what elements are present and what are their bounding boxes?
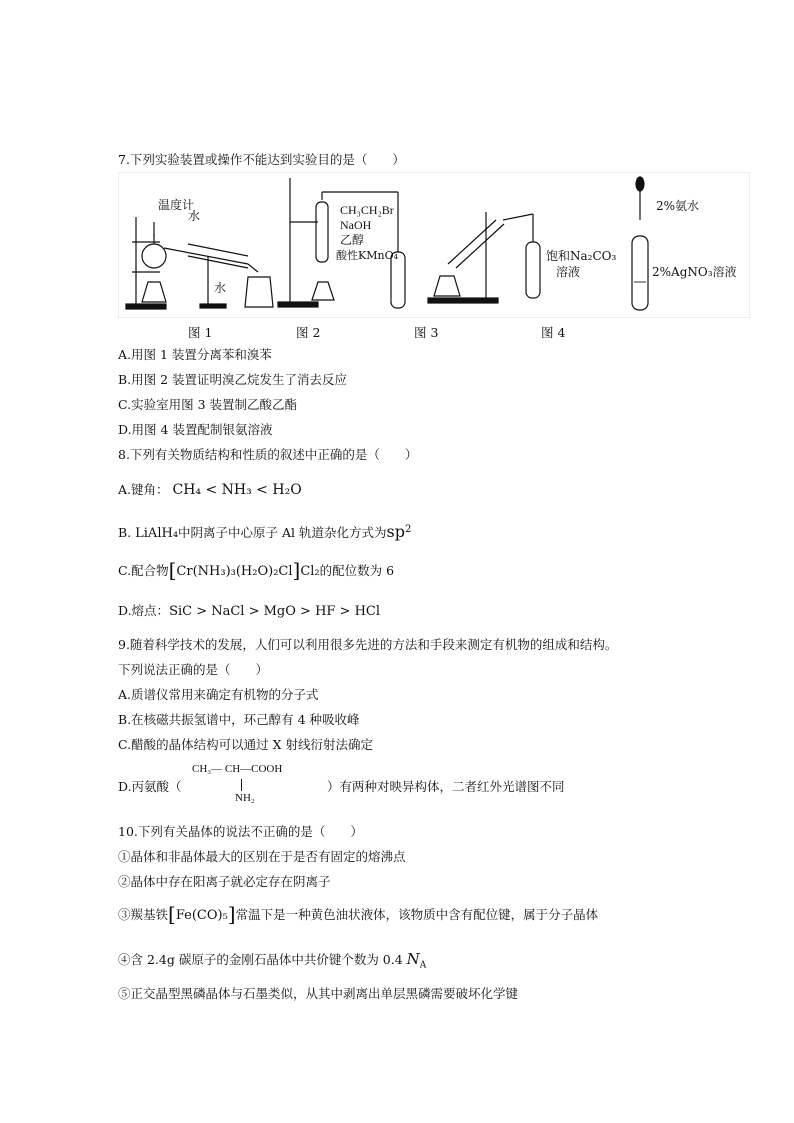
q8-title: 8.下列有关物质结构和性质的叙述中正确的是（ ） [118, 447, 418, 462]
q8-b-formula: LiAlH₄ [135, 526, 179, 542]
fig2-label-3: 乙醇 [340, 233, 365, 247]
q8-c-prefix: C.配合物 [118, 563, 169, 578]
q8-option-b [118, 522, 411, 542]
q8-option-c: C.配合物[Cr(NH₃)₃(H₂O)₂Cl]Cl₂的配位数为 6 [118, 558, 395, 582]
q8-option-a [118, 482, 302, 498]
q10-item-2: ②晶体中存在阳离子就必定存在阴离子 [118, 874, 331, 889]
q10-item4-sub: A [419, 960, 427, 971]
q8-b-prefix: B. [118, 525, 136, 541]
q9-option-d-suffix: ）有两种对映异构体，二者红外光谱图不同 [327, 779, 565, 794]
alanine-structure-bottom: NH₂ [235, 792, 255, 804]
q7-option-b: B.用图 2 装置证明溴乙烷发生了消去反应 [118, 372, 348, 387]
fig1-label-water-bottom: 水 [214, 281, 227, 295]
fig3-label-2: 溶液 [556, 265, 581, 279]
q7-option-a: A.用图 1 装置分离苯和溴苯 [118, 347, 272, 362]
q8-d-prefix: D.熔点： [118, 603, 170, 618]
q7-option-c: C.实验室用图 3 装置制乙酸乙酯 [118, 397, 297, 412]
fig-caption-4: 图 4 [541, 325, 566, 340]
q10-item-3: ③羰基铁[Fe(CO)₅]常温下是一种黄色油状液体，该物质中含有配位键，属于分子晶体 [118, 902, 599, 926]
q8-c-inner: Cr(NH₃)₃(H₂O)₂Cl [176, 564, 293, 579]
q8-b-mid: 中阴离子中心原子 Al 轨道杂化方式为 [178, 525, 387, 541]
q9-option-c: C.醋酸的晶体结构可以通过 X 射线衍射法确定 [118, 737, 373, 752]
q10-item3-suffix: 常温下是一种黄色油状液体，该物质中含有配位键，属于分子晶体 [235, 907, 599, 922]
q8-b-sp: sp [386, 522, 405, 542]
fig2-label-4: 酸性KMnO₄ [336, 249, 398, 262]
q10-title: 10.下列有关晶体的说法不正确的是（ ） [118, 824, 363, 839]
alanine-structure-bond [241, 779, 242, 791]
q8-c-after: Cl₂ [300, 564, 320, 579]
q10-item-5: ⑤正交晶型黑磷晶体与石墨类似，从其中剥离出单层黑磷需要破坏化学键 [118, 986, 519, 1001]
fig1-label-water-top: 水 [188, 209, 201, 223]
q8-a-formula: CH₄ < NH₃ < H₂O [172, 482, 302, 498]
q8-d-formula: SiC > NaCl > MgO > HF > HCl [169, 604, 381, 619]
fig2-label-2: NaOH [340, 218, 372, 232]
fig-caption-3: 图 3 [414, 325, 439, 340]
q10-item4-prefix: ④含 2.4g 碳原子的金刚石晶体中共价键个数为 0.4 [118, 952, 407, 967]
fig3-label-1: 饱和Na₂CO₃ [546, 249, 617, 263]
q9-option-d-prefix: D.丙氨酸（ [118, 779, 182, 794]
q8-c-suffix: 的配位数为 6 [319, 563, 395, 578]
fig4-label-bottom: 2%AgNO₃溶液 [652, 265, 737, 279]
q7-option-d: D.用图 4 装置配制银氨溶液 [118, 422, 273, 437]
q10-item-1: ①晶体和非晶体最大的区别在于是否有固定的熔沸点 [118, 849, 406, 864]
q10-item3-prefix: ③羰基铁 [118, 907, 169, 922]
q8-a-prefix: A.键角： [118, 482, 169, 497]
alanine-structure-top: CH₃— CH—COOH [192, 763, 283, 775]
q9-title-line2: 下列说法正确的是（ ） [118, 662, 269, 677]
fig2-label-1: CH₃CH₂Br [340, 203, 394, 217]
q10-item3-formula: Fe(CO)₅ [175, 908, 228, 923]
q9-option-a: A.质谱仪常用来确定有机物的分子式 [118, 687, 319, 702]
q10-item4-N: N [406, 950, 420, 968]
q7-title: 7.下列实验装置或操作不能达到实验目的是（ ） [118, 152, 405, 167]
q8-b-sup: 2 [404, 524, 412, 535]
q7-apparatus-figure [118, 172, 750, 318]
fig-caption-1: 图 1 [188, 325, 213, 340]
q9-option-b: B.在核磁共振氢谱中，环己醇有 4 种吸收峰 [118, 712, 360, 727]
fig4-label-top: 2%氨水 [656, 199, 700, 213]
q9-title-line1: 9.随着科学技术的发展，人们可以利用很多先进的方法和手段来测定有机物的组成和结构。 [118, 637, 618, 652]
q10-item-4 [118, 951, 426, 974]
q8-option-d [118, 603, 380, 620]
fig-caption-2: 图 2 [296, 325, 321, 340]
fig1-label-thermometer: 温度计 [158, 198, 195, 212]
